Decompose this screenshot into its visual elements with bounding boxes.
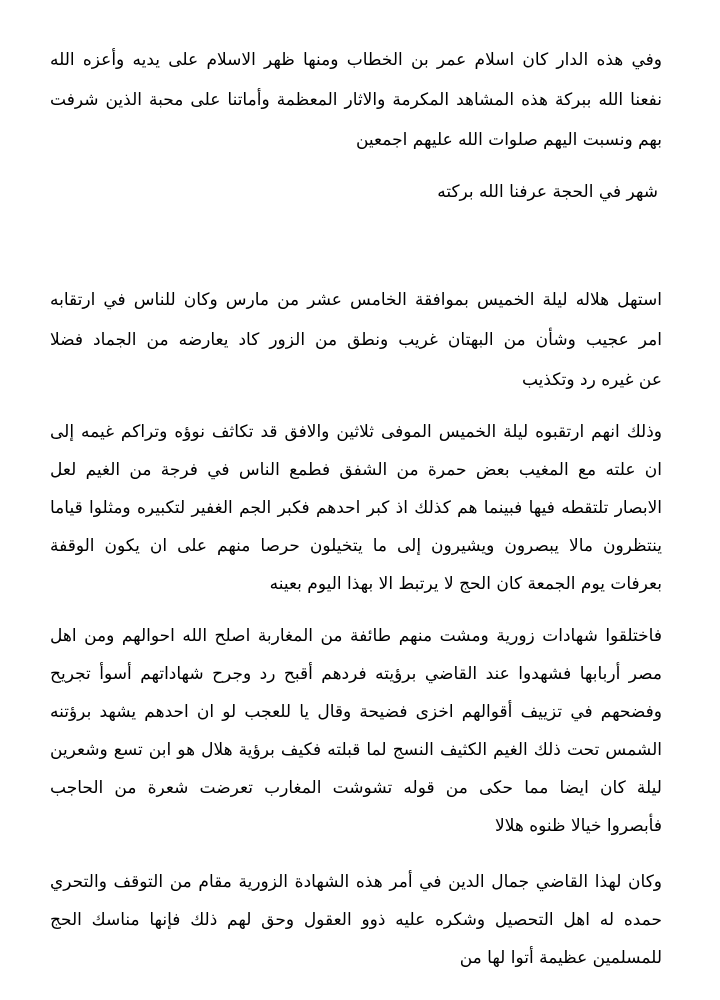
paragraph-4-line-5: بعرفات يوم الجمعة كان الحج لا يرتبط الا بهذا اليوم بعينه [269,574,662,594]
paragraph-5-line-1: فاختلقوا شهادات زورية ومشت منهم طائفة من المغاربة اصلح الله احوالهم ومن اهل [50,626,662,646]
paragraph-6-line-3: للمسلمين عظيمة أتوا لها من [459,948,662,968]
paragraph-4-line-4: ينتظرون مالا يبصرون ويشيرون إلى ما يتخيلون حرصا منهم على ان يكون الوقفة [50,536,662,556]
paragraph-3-line-2: امر عجيب وشأن من البهتان غريب ونطق من الزور كاد يعارضه من الجماد فضلا [50,330,662,350]
paragraph-5-line-5: ليلة كان ايضا مما حكى من قوله تشوشت المغارب تعرضت شعرة من الحاجب [50,778,662,798]
paragraph-1-line-2: نفعنا الله ببركة هذه المشاهد المكرمة والاثار المعظمة وأماتنا على محبة الذين شرفت [50,90,662,110]
paragraph-6-line-1: وكان لهذا القاضي جمال الدين في أمر هذه الشهادة الزورية مقام من التوقف والتحري [50,872,662,892]
paragraph-5-line-2: مصر أربابها فشهدوا عند القاضي برؤيته فردهم أقبح رد وجرح شهاداتهم أسوأ تجريح [50,664,662,684]
paragraph-5-line-6: فأبصروا خيالا ظنوه هلالا [495,816,662,836]
paragraph-3-line-1: استهل هلاله ليلة الخميس بموافقة الخامس عشر من مارس وكان للناس في ارتقابه [50,290,662,310]
paragraph-1-line-3: بهم ونسبت اليهم صلوات الله عليهم اجمعين [355,130,662,150]
paragraph-4-line-1: وذلك انهم ارتقبوه ليلة الخميس الموفى ثلاثين والافق قد تكاثف نوؤه وتراكم غيمه إلى [50,422,662,442]
month-heading: شهر في الحجة عرفنا الله بركته [437,182,658,202]
paragraph-5-line-4: الشمس تحت ذلك الغيم الكثيف النسج لما قبلته فكيف برؤية هلال هو ابن تسع وشعرين [50,740,662,760]
paragraph-5-line-3: وفضحهم في تزييف أقوالهم اخزى فضيحة وقال يا للعجب لو ان احدهم يشهد برؤتنه [50,702,662,722]
paragraph-1-line-1: وفي هذه الدار كان اسلام عمر بن الخطاب ومنها ظهر الاسلام على يديه وأعزه الله [50,50,662,70]
paragraph-3-line-3: عن غيره رد وتكذيب [521,370,662,390]
paragraph-4-line-2: ان علته مع المغيب بعض حمرة من الشفق فطمع الناس في فرجة من الغيم لعل [50,460,662,480]
paragraph-6-line-2: حمده له اهل التحصيل وشكره عليه ذوو العقول وحق لهم ذلك فإنها مناسك الحج [50,910,662,930]
paragraph-4-line-3: الابصار تلتقطه فيها فبينما هم كذلك اذ كبر احدهم فكبر الجم الغفير لتكبيره ومثلوا قياما [50,498,662,518]
